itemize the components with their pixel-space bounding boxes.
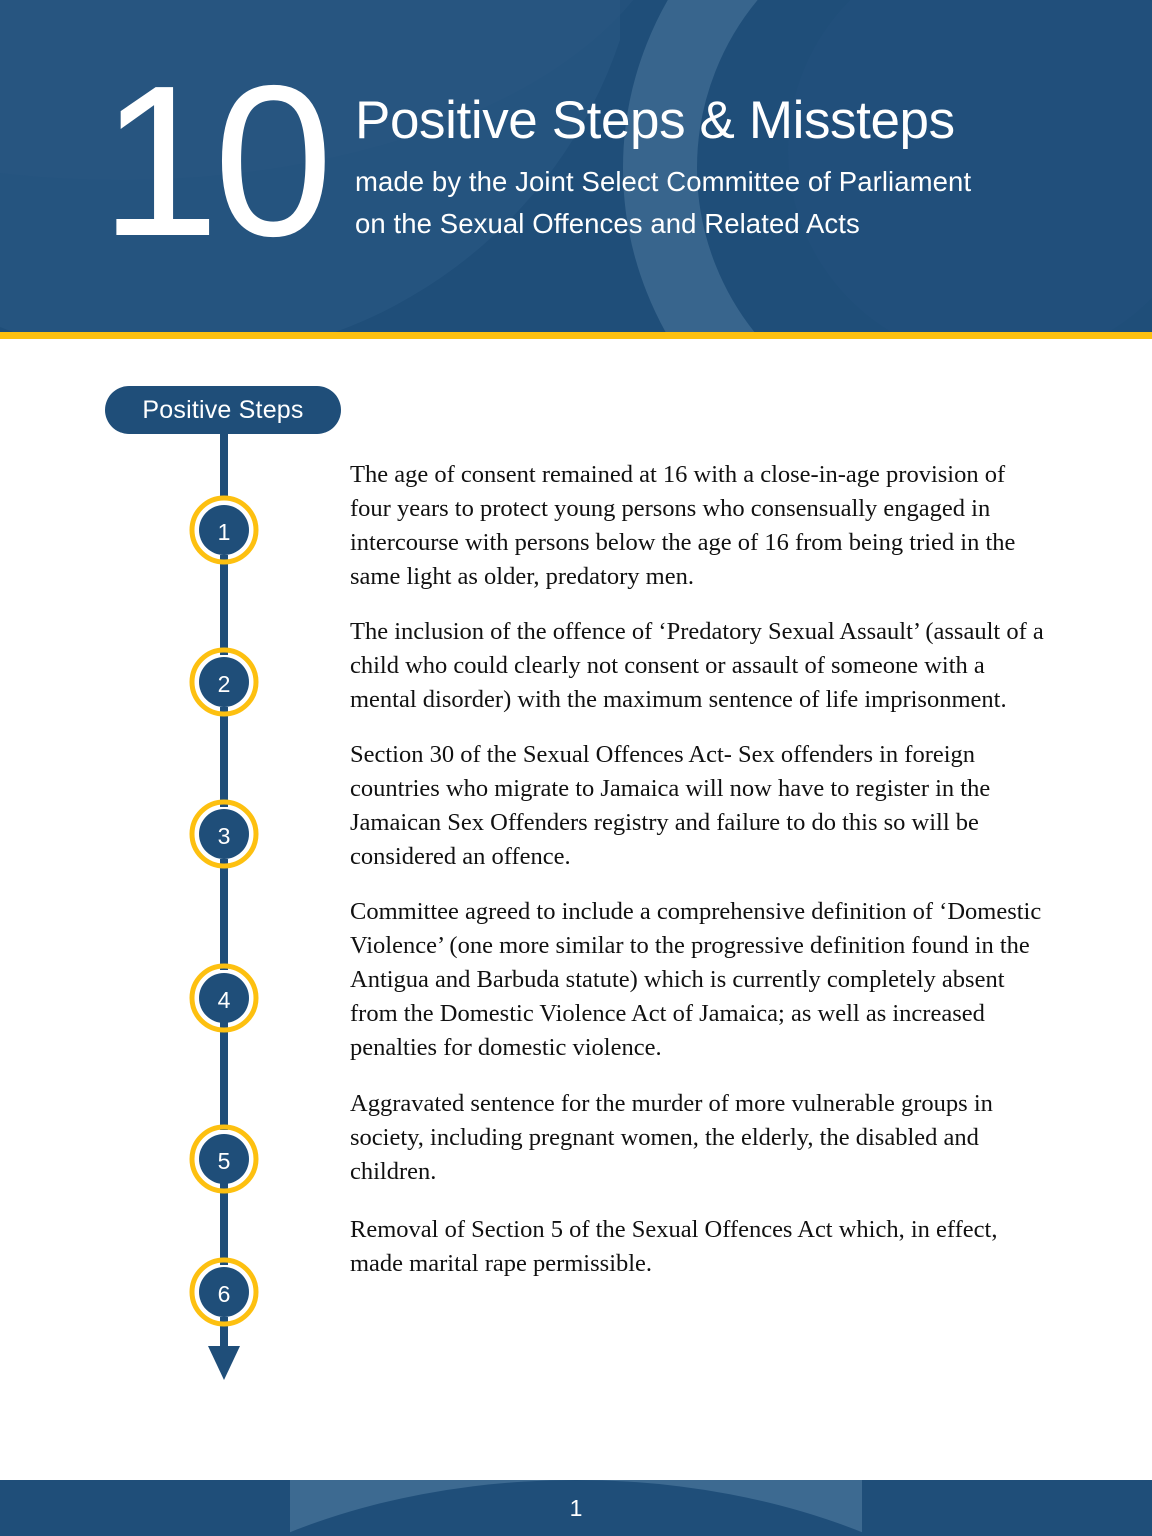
list-item: Removal of Section 5 of the Sexual Offences Act which, in effect, made marital rape permissible.	[350, 1216, 998, 1277]
timeline-marker-2: 2	[217, 671, 231, 697]
list-item: The age of consent remained at 16 with a close-in-age provision of four years to protect young persons who consensually engaged in intercourse with persons below the age of 16 from being tried in the same light as older, predatory men.	[350, 461, 1016, 590]
page-subtitle-line-2: on the Sexual Offences and Related Acts	[355, 207, 860, 239]
gold-divider-rule	[0, 332, 1152, 339]
header-title-block	[355, 91, 1115, 245]
positive-steps-list	[350, 458, 1050, 1281]
timeline-marker-4: 4	[217, 987, 231, 1013]
timeline-marker-3: 3	[217, 823, 231, 849]
list-item: The inclusion of the offence of ‘Predatory Sexual Assault’ (assault of a child who could clearly not consent or assault of someone with a mental disorder) with the maximum sentence of life imprisonment.	[350, 618, 1044, 713]
page-footer	[0, 1480, 1152, 1536]
timeline-marker-6: 6	[217, 1281, 231, 1307]
page-subtitle-line-1: made by the Joint Select Committee of Parliament	[355, 166, 972, 197]
list-item: Committee agreed to include a comprehensive definition of ‘Domestic Violence’ (one more similar to the progressive definition found in the Antigua and Barbuda statute) which is currently completely absent from the Domestic Violence Act of Jamaica; as well as increased penalties for domestic violence.	[350, 898, 1042, 1061]
page-number: 1	[569, 1495, 583, 1521]
list-item: Section 30 of the Sexual Offences Act- Sex offenders in foreign countries who migrate to Jamaica will now have to register in the Jamaican Sex Offenders registry and failure to do this so will be considered an offence.	[350, 741, 991, 870]
section-badge-label: Positive Steps	[142, 395, 304, 424]
page-title: Positive Steps & Missteps	[355, 91, 955, 150]
header-big-number: 10	[100, 40, 328, 281]
page-header	[0, 0, 1152, 332]
list-item: Aggravated sentence for the murder of more vulnerable groups in society, including pregnant women, the elderly, the disabled and children.	[350, 1090, 993, 1185]
timeline-track	[186, 430, 264, 1380]
timeline-marker-5: 5	[217, 1148, 231, 1174]
section-badge-positive-steps	[105, 386, 341, 434]
timeline-marker-1: 1	[217, 519, 231, 545]
